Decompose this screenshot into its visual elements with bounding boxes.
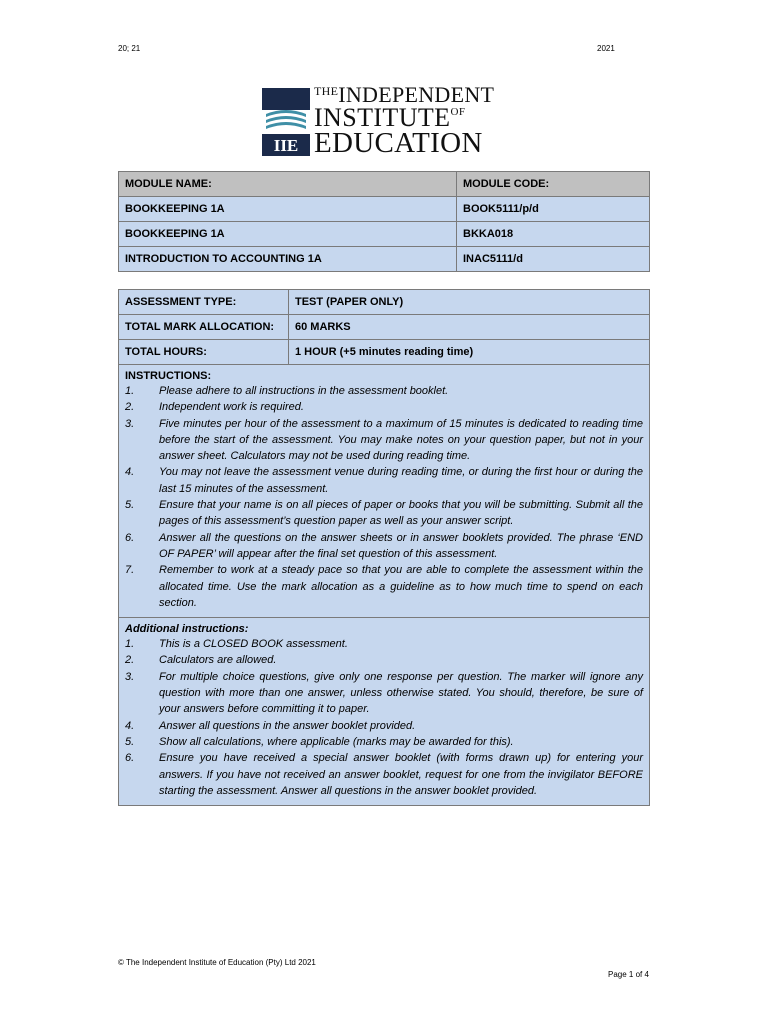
logo-the: THE	[314, 84, 339, 98]
instruction-number: 7.	[125, 564, 135, 577]
list-item	[125, 750, 643, 799]
instructions-title: INSTRUCTIONS:	[125, 370, 212, 382]
additional-instruction-text: Ensure you have received a special answer booklet (with forms drawn up) for entering your answers. If you have not received an answer booklet, request for one from the invigilator BEFORE starting the assessment. Answer all questions in the answer booklet provided.	[159, 752, 643, 797]
iie-logo-mark-icon	[262, 88, 310, 156]
logo-of: OF	[450, 106, 466, 118]
instruction-text: You may not leave the assessment venue during reading time, or during the first hour or during the last 15 minutes of the assessment.	[159, 466, 643, 495]
list-item	[125, 464, 643, 497]
table-row	[119, 222, 650, 247]
additional-instructions-list	[125, 636, 643, 799]
instruction-number: 6.	[125, 531, 135, 544]
logo-line-institute: INSTITUTE	[314, 103, 451, 132]
list-item	[125, 718, 643, 734]
additional-instruction-text: For multiple choice questions, give only one response per question. The marker will ignore any question with more than one answer, unless otherwise stated. You should, therefore, be sure of your answers before committing it to paper.	[159, 670, 643, 716]
list-item	[125, 530, 643, 563]
total-hours-label: TOTAL HOURS:	[119, 340, 289, 365]
list-item	[125, 669, 643, 718]
instruction-text: Five minutes per hour of the assessment to a maximum of 15 minutes is dedicated to reading time before the start of the assessment. You may make notes on your question paper, but not in your answer sheet. Calculators may not be used during reading time.	[159, 417, 643, 463]
list-item	[125, 399, 643, 415]
list-item	[125, 734, 643, 750]
additional-instruction-number: 3.	[125, 670, 135, 683]
module-name-header: MODULE NAME:	[119, 172, 457, 197]
total-hours-value: 1 HOUR (+5 minutes reading time)	[289, 340, 650, 365]
table-row	[119, 315, 650, 340]
table-row	[119, 290, 650, 315]
header-right-year: 2021	[597, 44, 615, 53]
assessment-type-label: ASSESSMENT TYPE:	[119, 290, 289, 315]
additional-instruction-text: Answer all questions in the answer booklet provided.	[159, 719, 416, 732]
header-left-text: 20; 21	[118, 44, 141, 53]
instruction-number: 5.	[125, 499, 135, 512]
list-item	[125, 652, 643, 668]
additional-instruction-number: 5.	[125, 735, 135, 748]
iie-logo	[262, 84, 507, 158]
instruction-text: Please adhere to all instructions in the assessment booklet.	[159, 385, 449, 397]
module-code-cell: BOOK5111/p/d	[457, 197, 650, 222]
additional-instruction-number: 2.	[125, 654, 135, 667]
list-item	[125, 383, 643, 399]
additional-instructions-row	[119, 618, 650, 806]
list-item	[125, 636, 643, 652]
assessment-table	[118, 289, 650, 806]
instruction-text: Answer all the questions on the answer sheets or in answer booklets provided. The phrase ‘END OF PAPER’ will appear after the final set question of this assessment.	[159, 531, 643, 560]
module-name-cell: BOOKKEEPING 1A	[119, 222, 457, 247]
additional-instruction-text: Calculators are allowed.	[159, 654, 277, 667]
module-table	[118, 171, 650, 272]
instruction-number: 3.	[125, 417, 135, 430]
page-number: Page 1 of 4	[608, 970, 649, 979]
instruction-number: 1.	[125, 385, 135, 397]
list-item	[125, 497, 643, 530]
module-code-cell: BKKA018	[457, 222, 650, 247]
module-name-cell: INTRODUCTION TO ACCOUNTING 1A	[119, 247, 457, 272]
instruction-number: 2.	[125, 401, 135, 414]
logo-line-education: EDUCATION	[314, 127, 483, 159]
instruction-text: Ensure that your name is on all pieces of paper or books that you will be submitting. Submit all the pages of this assessment’s question paper as well as your answer script.	[159, 499, 643, 528]
additional-instructions-title: Additional instructions:	[125, 623, 249, 636]
module-table-header	[119, 172, 650, 197]
instruction-text: Remember to work at a steady pace so that you are able to complete the assessment within the allocated time. Use the mark allocation as a guideline as to how much time to spend on each section.	[159, 564, 643, 609]
table-row	[119, 247, 650, 272]
additional-instruction-text: This is a CLOSED BOOK assessment.	[159, 638, 348, 651]
list-item	[125, 562, 643, 611]
instruction-text: Independent work is required.	[159, 401, 304, 414]
copyright-footer: © The Independent Institute of Education (Pty) Ltd 2021	[118, 958, 316, 967]
module-name-cell: BOOKKEEPING 1A	[119, 197, 457, 222]
additional-instruction-number: 1.	[125, 638, 135, 651]
additional-instruction-text: Show all calculations, where applicable (marks may be awarded for this).	[159, 735, 514, 748]
instructions-row	[119, 365, 650, 618]
instruction-number: 4.	[125, 466, 135, 479]
instructions-list	[125, 383, 643, 611]
additional-instruction-number: 6.	[125, 752, 135, 765]
additional-instruction-number: 4.	[125, 719, 135, 732]
total-marks-value: 60 MARKS	[289, 315, 650, 340]
additional-instructions-block	[119, 618, 650, 806]
list-item	[125, 416, 643, 465]
module-code-header: MODULE CODE:	[457, 172, 650, 197]
table-row	[119, 340, 650, 365]
logo-mark-letters: IIE	[273, 136, 299, 155]
logo-line-independent: INDEPENDENT	[338, 82, 495, 107]
module-code-cell: INAC5111/d	[457, 247, 650, 272]
instructions-block	[119, 365, 650, 618]
assessment-type-value: TEST (PAPER ONLY)	[289, 290, 650, 315]
table-row	[119, 197, 650, 222]
total-marks-label: TOTAL MARK ALLOCATION:	[119, 315, 289, 340]
